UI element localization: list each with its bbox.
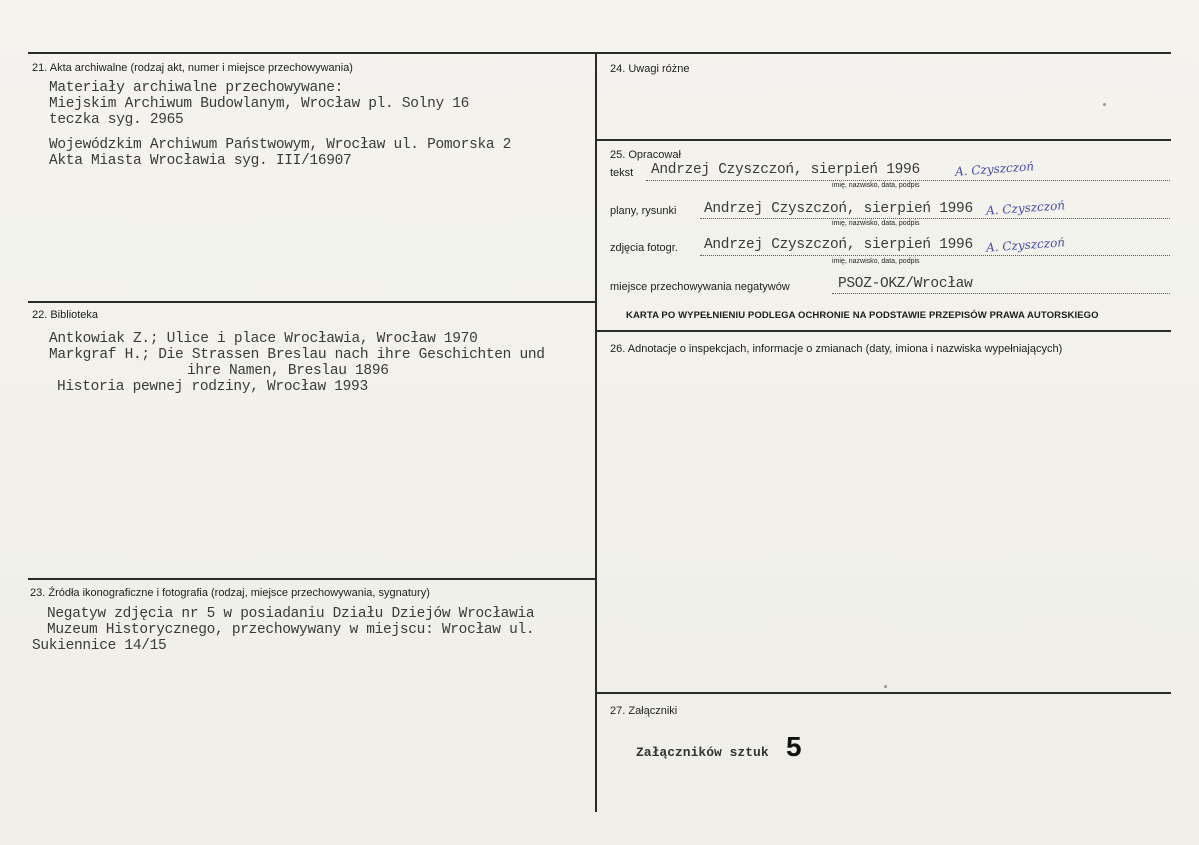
author-photos-value: Andrzej Czyszczoń, sierpień 1996 <box>704 237 973 253</box>
top-border <box>28 52 1171 54</box>
author-photos-line <box>700 255 1170 256</box>
author-drawings-line <box>700 218 1170 219</box>
library-line-1: Antkowiak Z.; Ulice i place Wrocławia, Wrocław 1970 <box>49 331 478 347</box>
library-line-2: Markgraf H.; Die Strassen Breslau nach ihre Geschichten und <box>49 347 545 363</box>
library-line-4: Historia pewnej rodziny, Wrocław 1993 <box>57 379 368 395</box>
author-text-line <box>646 180 1170 181</box>
section-26-label: 26. Adnotacje o inspekcjach, informacje o zmianach (daty, imiona i nazwiska wypełniających) <box>610 343 1063 355</box>
divider-21-22 <box>28 301 596 303</box>
divider-25-26 <box>596 330 1171 332</box>
archival-line-1: Materiały archiwalne przechowywane: <box>49 80 344 96</box>
author-text-hint: imię, nazwisko, data, podpis <box>832 182 920 189</box>
copyright-notice: KARTA PO WYPEŁNIENIU PODLEGA OCHRONIE NA PODSTAWIE PRZEPISÓW PRAWA AUTORSKIEGO <box>626 310 1099 321</box>
archival-line-3: teczka syg. 2965 <box>49 112 184 128</box>
paper-speck <box>884 685 887 688</box>
section-25-label: 25. Opracował <box>610 149 681 161</box>
divider-26-27 <box>596 692 1171 694</box>
divider-22-23 <box>28 578 596 580</box>
section-23-label: 23. Źródła ikonograficzne i fotografia (rodzaj, miejsce przechowywania, sygnatury) <box>30 587 430 599</box>
author-text-label: tekst <box>610 167 634 179</box>
author-text-signature: A. Czyszczoń <box>954 159 1035 179</box>
author-drawings-label: plany, rysunki <box>610 205 677 217</box>
paper-speck <box>1103 103 1106 106</box>
attachments-count: 5 <box>786 731 802 762</box>
section-24-label: 24. Uwagi różne <box>610 63 690 75</box>
author-drawings-signature: A. Czyszczoń <box>985 198 1066 218</box>
author-photos-signature: A. Czyszczoń <box>985 235 1066 255</box>
section-21-label: 21. Akta archiwalne (rodzaj akt, numer i miejsce przechowywania) <box>32 62 353 74</box>
archival-line-4: Wojewódzkim Archiwum Państwowym, Wrocław ul. Pomorska 2 <box>49 137 512 153</box>
iconography-line-2: Muzeum Historycznego, przechowywany w miejscu: Wrocław ul. <box>47 622 535 638</box>
negatives-line <box>832 293 1170 294</box>
author-photos-label: zdjęcia fotogr. <box>610 242 678 254</box>
library-line-3: ihre Namen, Breslau 1896 <box>187 363 389 379</box>
attachments-label: Załączników sztuk <box>636 745 769 760</box>
archival-line-5: Akta Miasta Wrocławia syg. III/16907 <box>49 153 352 169</box>
negatives-label: miejsce przechowywania negatywów <box>610 281 790 293</box>
iconography-line-3: Sukiennice 14/15 <box>32 638 167 654</box>
negatives-value: PSOZ-OKZ/Wrocław <box>838 276 973 292</box>
archival-line-2: Miejskim Archiwum Budowlanym, Wrocław pl. Solny 16 <box>49 96 470 112</box>
author-photos-hint: imię, nazwisko, data, podpis <box>832 258 920 265</box>
section-22-label: 22. Biblioteka <box>32 309 99 321</box>
middle-divider <box>595 52 597 812</box>
divider-24-25 <box>596 139 1171 141</box>
author-text-value: Andrzej Czyszczoń, sierpień 1996 <box>651 162 920 178</box>
author-drawings-hint: imię, nazwisko, data, podpis <box>832 220 920 227</box>
iconography-line-1: Negatyw zdjęcia nr 5 w posiadaniu Działu Dziejów Wrocławia <box>47 606 535 622</box>
section-27-label: 27. Załączniki <box>610 705 678 717</box>
author-drawings-value: Andrzej Czyszczoń, sierpień 1996 <box>704 201 973 217</box>
